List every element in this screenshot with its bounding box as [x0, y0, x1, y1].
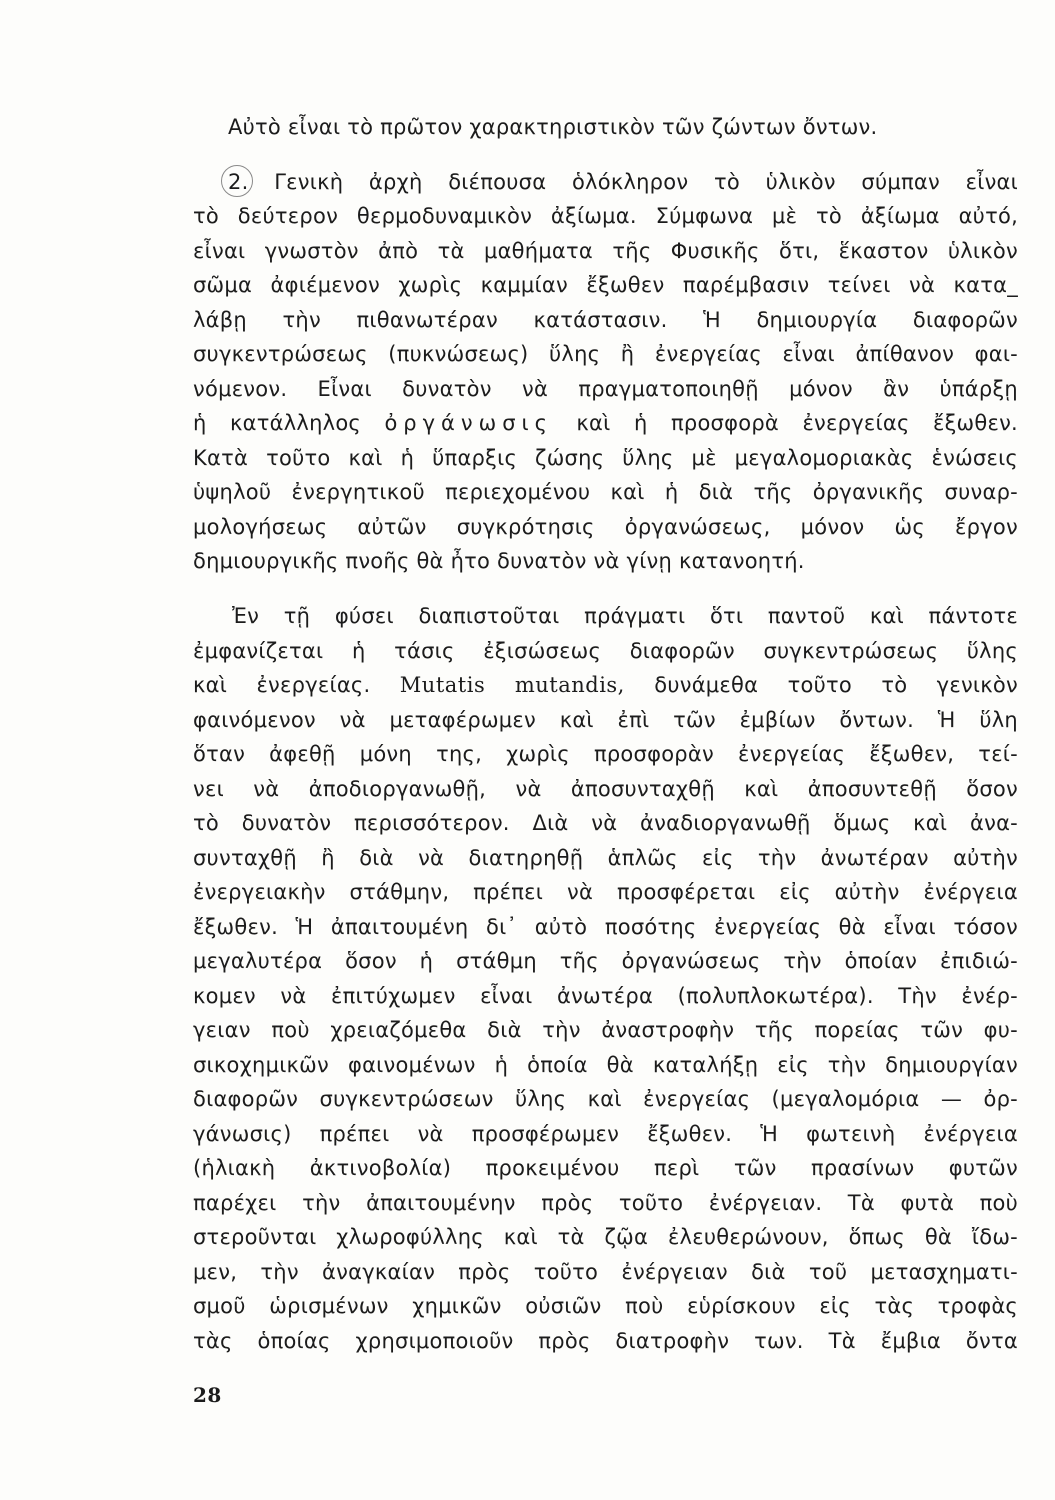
text-line: Ἐν τῇ φύσει διαπιστοῦται πράγματι ὅτι παντοῦ καὶ πάντοτε [232, 604, 1018, 628]
text-line: σῶμα ἀφιέμενον χωρὶς καμμίαν ἔξωθεν παρέμβασιν τείνει νὰ κατα_ [193, 273, 1018, 297]
text-line: (ἡλιακὴ ἀκτινοβολία) προκειμένου περὶ τῶν πρασίνων φυτῶν [193, 1156, 1018, 1180]
text-line: τὰς ὁποίας χρησιμοποιοῦν πρὸς διατροφὴν των. Τὰ ἔμβια ὄντα [193, 1329, 1018, 1353]
text-span: Γενικὴ ἀρχὴ διέπουσα ὁλόκληρον τὸ ὑλικὸν σύμπαν εἶναι [248, 170, 1018, 194]
text-line: ὑψηλοῦ ἐνεργητικοῦ περιεχομένου καὶ ἡ διὰ τῆς ὀργανικῆς συναρ- [193, 480, 1018, 504]
text-line: συνταχθῇ ἢ διὰ νὰ διατηρηθῇ ἁπλῶς εἰς τὴν ἀνωτέραν αὐτὴν [193, 846, 1018, 870]
text-line: Κατὰ τοῦτο καὶ ἡ ὕπαρξις ζώσης ὕλης μὲ μεγαλομοριακὰς ἑνώσεις [193, 446, 1018, 470]
text-line: φαινόμενον νὰ μεταφέρωμεν καὶ ἐπὶ τῶν ἐμβίων ὄντων. Ἡ ὕλη [193, 708, 1018, 732]
text-line: δημιουργικῆς πνοῆς θὰ ἦτο δυνατὸν νὰ γίνῃ κατανοητή. [193, 549, 805, 573]
text-line: μεν, τὴν ἀναγκαίαν πρὸς τοῦτο ἐνέργειαν διὰ τοῦ μετασχηματι- [193, 1260, 1018, 1284]
text-line: εἶναι γνωστὸν ἀπὸ τὰ μαθήματα τῆς Φυσικῆς ὅτι, ἕκαστον ὑλικὸν [193, 239, 1018, 263]
text-line [193, 411, 1018, 435]
emphasized-word: ὀργάνωσις [384, 411, 553, 435]
latin-phrase: Mutatis mutandis, [399, 673, 625, 697]
text-line: ἔξωθεν. Ἡ ἀπαιτουμένη δι᾽ αὐτὸ ποσότης ἐνεργείας θὰ εἶναι τόσον [193, 915, 1018, 939]
text-line: τὸ δυνατὸν περισσότερον. Διὰ νὰ ἀναδιοργανωθῇ ὅμως καὶ ἀνα- [193, 811, 1018, 835]
text-line: παρέχει τὴν ἀπαιτουμένην πρὸς τοῦτο ἐνέργειαν. Τὰ φυτὰ ποὺ [193, 1191, 1018, 1215]
text-line: σικοχημικῶν φαινομένων ἡ ὁποία θὰ καταλήξῃ εἰς τὴν δημιουργίαν [193, 1053, 1018, 1077]
text-line: σμοῦ ὡρισμένων χημικῶν οὐσιῶν ποὺ εὑρίσκουν εἰς τὰς τροφὰς [193, 1294, 1018, 1318]
text-line: γάνωσις) πρέπει νὰ προσφέρωμεν ἔξωθεν. Ἡ φωτεινὴ ἐνέργεια [193, 1122, 1018, 1146]
text-line: ὅταν ἀφεθῇ μόνη της, χωρὶς προσφορὰν ἐνεργείας ἔξωθεν, τεί- [193, 742, 1018, 766]
text-line: συγκεντρώσεως (πυκνώσεως) ὕλης ἢ ἐνεργείας εἶναι ἀπίθανον φαι- [193, 342, 1018, 366]
text-line: μολογήσεως αὐτῶν συγκρότησις ὀργανώσεως, μόνον ὡς ἔργον [193, 515, 1018, 539]
text-line: γειαν ποὺ χρειαζόμεθα διὰ τὴν ἀναστροφὴν τῆς πορείας τῶν φυ- [193, 1018, 1018, 1042]
text-span: καὶ ἐνεργείας. [193, 673, 400, 697]
page-number: 28 [193, 1383, 222, 1407]
text-line [193, 673, 1018, 697]
text-line: στεροῦνται χλωροφύλλης καὶ τὰ ζῷα ἐλευθερώνουν, ὅπως θὰ ἴδω- [193, 1225, 1018, 1249]
text-line: διαφορῶν συγκεντρώσεων ὕλης καὶ ἐνεργείας (μεγαλομόρια — ὀρ- [193, 1087, 1018, 1111]
text-line: μεγαλυτέρα ὅσον ἡ στάθμη τῆς ὀργανώσεως τὴν ὁποίαν ἐπιδιώ- [193, 949, 1018, 973]
text-line: κομεν νὰ ἐπιτύχωμεν εἶναι ἀνωτέρα (πολυπλοκωτέρα). Τὴν ἐνέρ- [193, 984, 1018, 1008]
text-line [228, 170, 1018, 194]
text-line: ἐνεργειακὴν στάθμην, πρέπει νὰ προσφέρεται εἰς αὐτὴν ἐνέργεια [193, 880, 1018, 904]
text-line: λάβῃ τὴν πιθανωτέραν κατάστασιν. Ἡ δημιουργία διαφορῶν [193, 308, 1018, 332]
text-line: Αὐτὸ εἶναι τὸ πρῶτον χαρακτηριστικὸν τῶν ζώντων ὄντων. [228, 115, 878, 139]
text-span: καὶ ἡ προσφορὰ ἐνεργείας ἔξωθεν. [552, 411, 1018, 435]
section-number: 2. [228, 170, 249, 194]
text-line: ἐμφανίζεται ἡ τάσις ἐξισώσεως διαφορῶν συγκεντρώσεως ὕλης [193, 639, 1018, 663]
text-line: νει νὰ ἀποδιοργανωθῇ, νὰ ἀποσυνταχθῇ καὶ ἀποσυντεθῇ ὅσον [193, 777, 1018, 801]
text-line: νόμενον. Εἶναι δυνατὸν νὰ πραγματοποιηθῇ μόνον ἂν ὑπάρξῃ [193, 377, 1018, 401]
text-span: ἡ κατάλληλος [193, 411, 385, 435]
text-span: δυνάμεθα τοῦτο τὸ γενικὸν [624, 673, 1018, 697]
text-line: τὸ δεύτερον θερμοδυναμικὸν ἀξίωμα. Σύμφωνα μὲ τὸ ἀξίωμα αὐτό, [193, 204, 1018, 228]
